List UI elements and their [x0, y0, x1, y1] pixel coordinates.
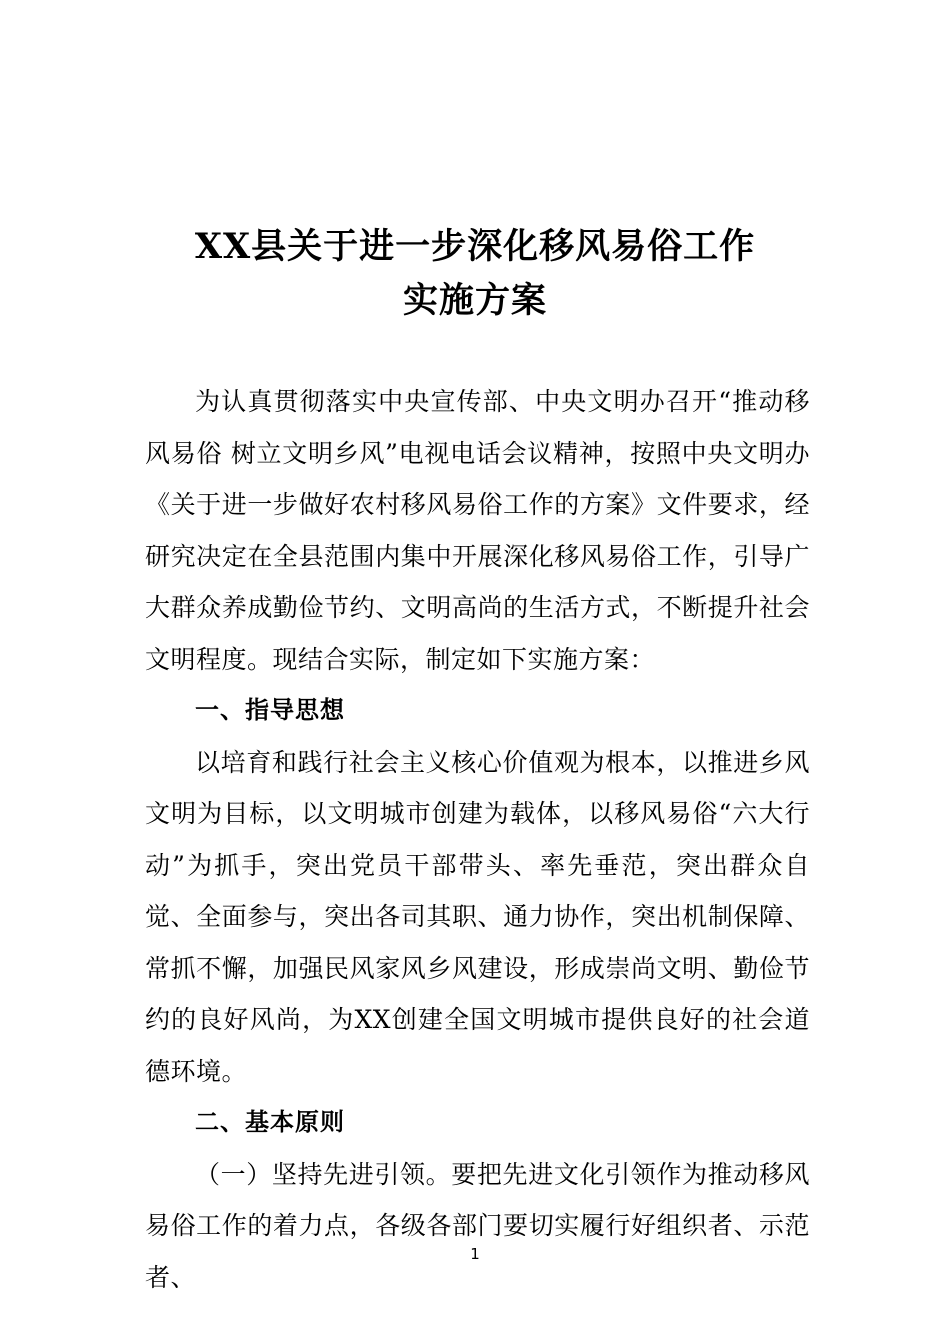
guiding-ideology-paragraph: 以培育和践行社会主义核心价值观为根本，以推进乡风文明为目标，以文明城市创建为载体，以移风易俗“六大行动”为抓手，突出党员干部带头、率先垂范，突出群众自觉、全面参与，突出各司其职、通力协作，突出机制保障、常抓不懈，加强民风家风乡风建设，形成崇尚文明、勤俭节约的良好风尚，为XX创建全国文明城市提供良好的社会道德环境。 — [145, 747, 810, 1086]
document-title-line-2: 实施方案 — [402, 280, 547, 321]
document-title-line-1: XX县关于进一步深化移风易俗工作 — [194, 226, 756, 267]
page-number: 1 — [470, 1245, 480, 1263]
section-heading-guiding-ideology: 一、指导思想 — [195, 696, 345, 724]
intro-paragraph: 为认真贯彻落实中央宣传部、中央文明办召开“推动移风易俗 树立文明乡风”电视电话会议精神，按照中央文明办《关于进一步做好农村移风易俗工作的方案》文件要求，经研究决定在全县范围内集中开展深化移风易俗工作，引导广大群众养成勤俭节约、文明高尚的生活方式，不断提升社会文明程度。现结合实际，制定如下实施方案： — [145, 387, 810, 674]
document-body — [145, 376, 810, 1303]
basic-principles-item-1: （一）坚持先进引领。要把先进文化引领作为推动移风易俗工作的着力点，各级各部门要切实履行好组织者、示范者、 — [145, 1159, 810, 1292]
section-heading-basic-principles: 二、基本原则 — [195, 1108, 345, 1136]
